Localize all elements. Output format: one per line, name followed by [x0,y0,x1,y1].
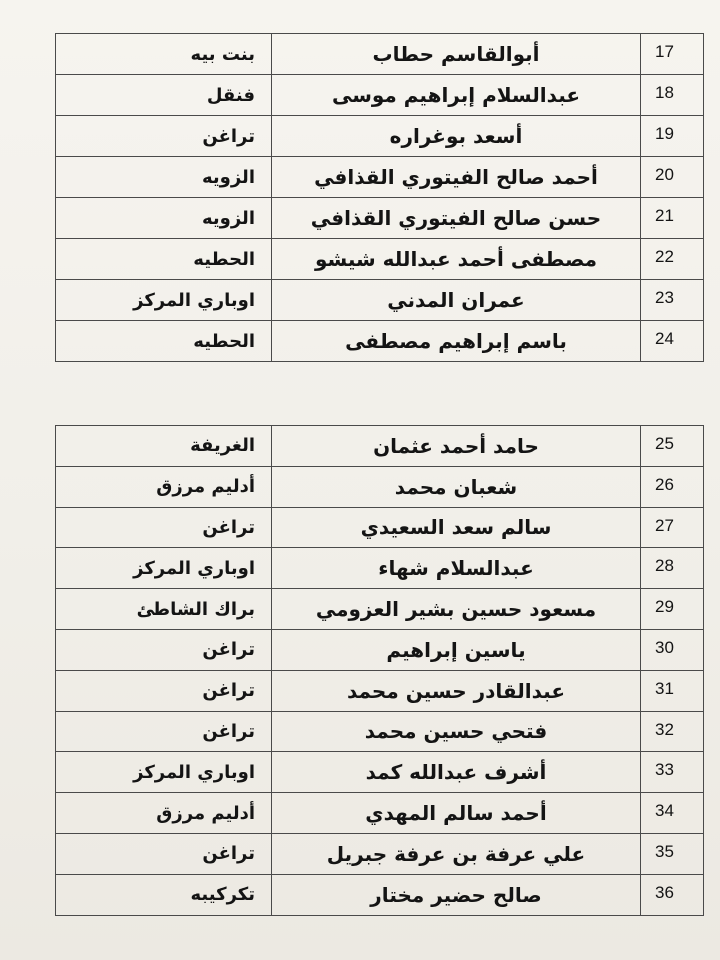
name-cell: أشرف عبدالله كمد [272,752,641,793]
row-number-cell: 17 [641,34,704,75]
name-cell: صالح حضير مختار [272,874,641,915]
name-cell: حسن صالح الفيتوري القذافي [272,198,641,239]
row-number-cell: 36 [641,874,704,915]
row-number-cell: 35 [641,833,704,874]
name-cell: عبدالسلام إبراهيم موسى [272,75,641,116]
table-row [56,833,704,874]
table-row [56,793,704,834]
table-row [56,426,704,467]
row-number-cell: 29 [641,589,704,630]
table-row [56,629,704,670]
place-cell: فنقل [56,75,272,116]
roster-table-body [56,426,704,916]
table-row [56,589,704,630]
name-cell: مصطفى أحمد عبدالله شيشو [272,239,641,280]
name-cell: أبوالقاسم حطاب [272,34,641,75]
place-cell: الزويه [56,157,272,198]
place-cell: تكركيبه [56,874,272,915]
name-cell: عمران المدني [272,280,641,321]
name-cell: حامد أحمد عثمان [272,426,641,467]
place-cell: بنت بيه [56,34,272,75]
row-number-cell: 28 [641,548,704,589]
table-row [56,34,704,75]
name-cell: باسم إبراهيم مصطفى [272,321,641,362]
table-row [56,466,704,507]
place-cell: تراغن [56,670,272,711]
row-number-cell: 22 [641,239,704,280]
row-number-cell: 24 [641,321,704,362]
place-cell: اوباري المركز [56,548,272,589]
row-number-cell: 23 [641,280,704,321]
place-cell: تراغن [56,833,272,874]
row-number-cell: 30 [641,629,704,670]
place-cell: الغريفة [56,426,272,467]
name-cell: فتحي حسين محمد [272,711,641,752]
row-number-cell: 33 [641,752,704,793]
row-number-cell: 20 [641,157,704,198]
table-row [56,752,704,793]
roster-table-1 [55,33,704,362]
roster-table-2 [55,425,704,916]
name-cell: عبدالسلام شهاء [272,548,641,589]
row-number-cell: 25 [641,426,704,467]
place-cell: أدليم مرزق [56,793,272,834]
place-cell: اوباري المركز [56,280,272,321]
table-row [56,239,704,280]
name-cell: أحمد صالح الفيتوري القذافي [272,157,641,198]
row-number-cell: 18 [641,75,704,116]
table-row [56,198,704,239]
table-row [56,321,704,362]
place-cell: أدليم مرزق [56,466,272,507]
name-cell: علي عرفة بن عرفة جبريل [272,833,641,874]
table-row [56,874,704,915]
place-cell: اوباري المركز [56,752,272,793]
place-cell: تراغن [56,711,272,752]
name-cell: مسعود حسين بشير العزومي [272,589,641,630]
row-number-cell: 31 [641,670,704,711]
place-cell: تراغن [56,507,272,548]
name-cell: أسعد بوغراره [272,116,641,157]
table-row [56,507,704,548]
row-number-cell: 34 [641,793,704,834]
table-row [56,116,704,157]
table-row [56,711,704,752]
place-cell: الحطيه [56,321,272,362]
place-cell: براك الشاطئ [56,589,272,630]
name-cell: شعبان محمد [272,466,641,507]
row-number-cell: 21 [641,198,704,239]
table-row [56,280,704,321]
row-number-cell: 27 [641,507,704,548]
name-cell: سالم سعد السعيدي [272,507,641,548]
row-number-cell: 19 [641,116,704,157]
name-cell: أحمد سالم المهدي [272,793,641,834]
name-cell: ياسين إبراهيم [272,629,641,670]
place-cell: تراغن [56,116,272,157]
row-number-cell: 32 [641,711,704,752]
table-row [56,157,704,198]
roster-table-body [56,34,704,362]
place-cell: الحطيه [56,239,272,280]
row-number-cell: 26 [641,466,704,507]
place-cell: تراغن [56,629,272,670]
place-cell: الزويه [56,198,272,239]
table-row [56,670,704,711]
table-row [56,75,704,116]
table-row [56,548,704,589]
name-cell: عبدالقادر حسين محمد [272,670,641,711]
